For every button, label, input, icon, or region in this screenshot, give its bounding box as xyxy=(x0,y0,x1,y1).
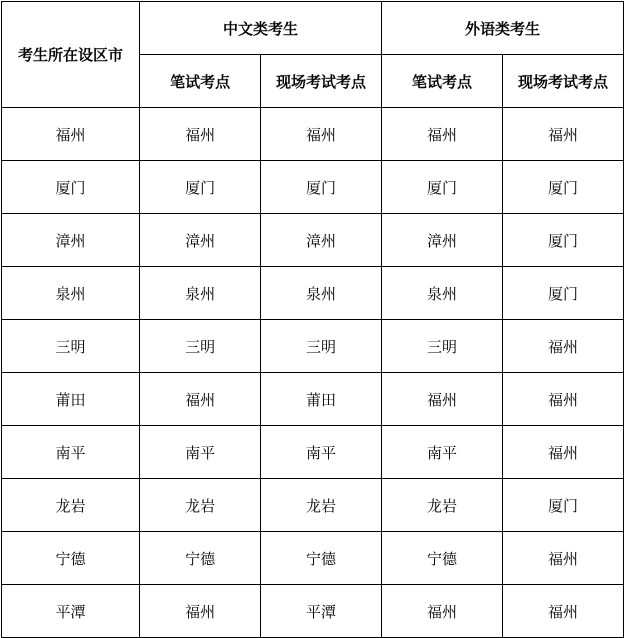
cell-city: 三明 xyxy=(2,320,140,373)
table-row xyxy=(2,585,624,638)
header-zh-written: 笔试考点 xyxy=(140,55,261,108)
cell-fl-written: 漳州 xyxy=(382,214,503,267)
cell-zh-onsite: 龙岩 xyxy=(261,479,382,532)
cell-city: 龙岩 xyxy=(2,479,140,532)
cell-city: 宁德 xyxy=(2,532,140,585)
cell-zh-onsite: 厦门 xyxy=(261,161,382,214)
cell-zh-onsite: 莆田 xyxy=(261,373,382,426)
cell-zh-written: 福州 xyxy=(140,108,261,161)
cell-zh-onsite: 福州 xyxy=(261,108,382,161)
cell-fl-written: 三明 xyxy=(382,320,503,373)
cell-fl-onsite: 福州 xyxy=(502,426,623,479)
cell-city: 福州 xyxy=(2,108,140,161)
cell-zh-onsite: 三明 xyxy=(261,320,382,373)
cell-fl-onsite: 福州 xyxy=(502,585,623,638)
cell-city: 南平 xyxy=(2,426,140,479)
cell-fl-written: 南平 xyxy=(382,426,503,479)
header-row-groups xyxy=(2,2,624,55)
cell-zh-written: 宁德 xyxy=(140,532,261,585)
cell-zh-written: 厦门 xyxy=(140,161,261,214)
cell-fl-written: 宁德 xyxy=(382,532,503,585)
cell-fl-onsite: 厦门 xyxy=(502,161,623,214)
table-row xyxy=(2,267,624,320)
cell-fl-onsite: 厦门 xyxy=(502,267,623,320)
cell-zh-written: 三明 xyxy=(140,320,261,373)
cell-fl-onsite: 厦门 xyxy=(502,214,623,267)
cell-zh-onsite: 漳州 xyxy=(261,214,382,267)
cell-fl-written: 龙岩 xyxy=(382,479,503,532)
cell-city: 厦门 xyxy=(2,161,140,214)
cell-zh-onsite: 南平 xyxy=(261,426,382,479)
cell-city: 平潭 xyxy=(2,585,140,638)
cell-city: 莆田 xyxy=(2,373,140,426)
cell-fl-written: 福州 xyxy=(382,585,503,638)
cell-city: 漳州 xyxy=(2,214,140,267)
cell-fl-written: 泉州 xyxy=(382,267,503,320)
table-body xyxy=(2,108,624,638)
cell-fl-onsite: 厦门 xyxy=(502,479,623,532)
cell-zh-written: 漳州 xyxy=(140,214,261,267)
header-chinese-group: 中文类考生 xyxy=(140,2,382,55)
cell-fl-written: 福州 xyxy=(382,108,503,161)
cell-fl-written: 厦门 xyxy=(382,161,503,214)
cell-city: 泉州 xyxy=(2,267,140,320)
exam-site-table xyxy=(1,1,624,638)
cell-zh-written: 龙岩 xyxy=(140,479,261,532)
cell-zh-onsite: 宁德 xyxy=(261,532,382,585)
cell-zh-written: 福州 xyxy=(140,373,261,426)
table-row xyxy=(2,373,624,426)
table-row xyxy=(2,214,624,267)
cell-fl-written: 福州 xyxy=(382,373,503,426)
table-row xyxy=(2,479,624,532)
cell-fl-onsite: 福州 xyxy=(502,108,623,161)
cell-zh-written: 南平 xyxy=(140,426,261,479)
table-row xyxy=(2,320,624,373)
table-header xyxy=(2,2,624,108)
cell-zh-written: 福州 xyxy=(140,585,261,638)
cell-zh-written: 泉州 xyxy=(140,267,261,320)
cell-zh-onsite: 平潭 xyxy=(261,585,382,638)
header-zh-onsite: 现场考试考点 xyxy=(261,55,382,108)
header-fl-onsite: 现场考试考点 xyxy=(502,55,623,108)
table-row xyxy=(2,532,624,585)
cell-fl-onsite: 福州 xyxy=(502,373,623,426)
table-row xyxy=(2,426,624,479)
table-row xyxy=(2,161,624,214)
cell-fl-onsite: 福州 xyxy=(502,320,623,373)
header-foreign-group: 外语类考生 xyxy=(382,2,624,55)
table-row xyxy=(2,108,624,161)
header-city: 考生所在设区市 xyxy=(2,2,140,108)
header-fl-written: 笔试考点 xyxy=(382,55,503,108)
cell-zh-onsite: 泉州 xyxy=(261,267,382,320)
cell-fl-onsite: 福州 xyxy=(502,532,623,585)
